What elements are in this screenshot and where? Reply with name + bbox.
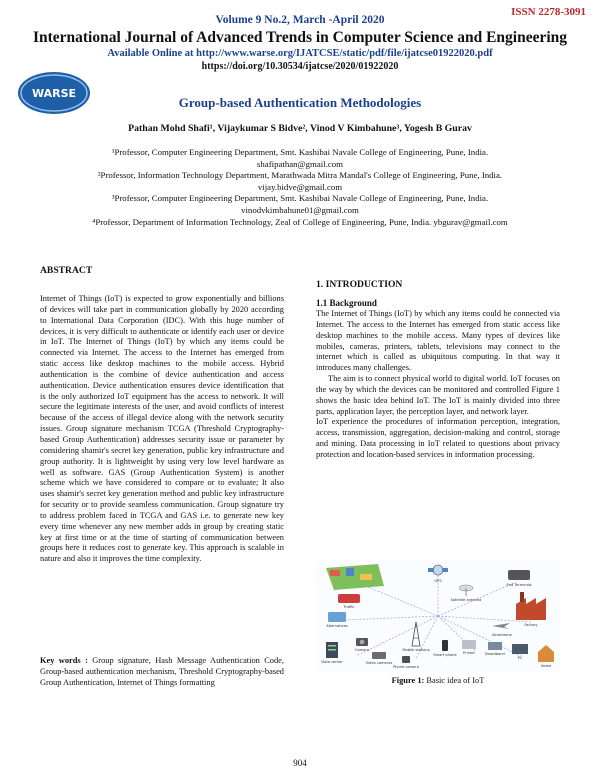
video-camera-icon: [372, 652, 386, 659]
phone-camera-icon: [402, 656, 410, 663]
background-subheading: 1.1 Background: [316, 298, 377, 308]
abstract-heading: ABSTRACT: [40, 265, 93, 276]
label-smart-phone: Smart phone: [433, 653, 457, 657]
label-pc: PC: [517, 656, 523, 660]
affiliation-2: ²Professor, Information Technology Department, Marathwada Mitra Mandal's College of Engineering, Pune, India. vijay.bidve@gmail.com: [97, 170, 503, 192]
issn-label: ISSN 2278-3091: [511, 6, 586, 18]
online-url[interactable]: Available Online at http://www.warse.org/IJATCSE/static/pdf/file/ijatcse01922020.pdf: [107, 48, 493, 59]
smart-phone-icon: [442, 640, 448, 651]
label-satellite-antenna: Satellite antenna: [450, 598, 482, 602]
figure-caption-text: Basic idea of IoT: [426, 676, 485, 685]
intro-paragraph-3: IoT experience the procedures of information perception, integration, access, transmission, aggregation, decision-making and control, storage and mining. Data processing in IoT related to questions about privacy protection and location-based services in information processing.: [316, 417, 560, 459]
traffic-car-icon: [338, 594, 360, 603]
gps-satellite-icon: [433, 565, 443, 575]
journal-title: International Journal of Advanced Trends in Computer Science and Engineering: [32, 29, 568, 46]
affiliation-4: ⁴Professor, Department of Information Technology, Zeal of College of Engineering, Pune, India. ybgurav@gmail.com: [92, 216, 508, 227]
label-end-terminals: End Terminals: [506, 583, 532, 587]
author-list: Pathan Mohd Shafi¹, Vijaykumar S Bidve², Vinod V Kimbahune³, Yogesh B Gurav: [128, 123, 472, 134]
intro-paragraph-1: The Internet of Things (IoT) by which any items could be connected via Internet. The access to the Internet has emerged from static access like desktop machines to the mobile access. Many types of devices like mobiles, cameras, printers, tablets, televisions may connect to the internet which is called as ubiquitous computing. In that way it introduces many challenges.: [316, 309, 560, 373]
printer-icon: [462, 640, 476, 649]
label-data-center: Data center: [321, 660, 343, 664]
label-video-cameras: Video cameras: [365, 661, 393, 665]
iot-figure: [316, 560, 560, 672]
label-mobile-stations: Mobile stations: [402, 648, 430, 652]
label-factory: Factory: [524, 623, 538, 627]
logo-text: WARSE: [31, 87, 77, 100]
page-number: 904: [293, 758, 307, 768]
volume-line: Volume 9 No.2, March -April 2020: [215, 14, 385, 26]
label-aerodrome: Aerodrome: [492, 633, 512, 637]
abstract-body: Internet of Things (IoT) is expected to grow exponentially and billions of devices will take part in communication globally by 2020 according to International Data Corporation (IDC). With this huge number of devices, it is very difficult to authenticate or identify each user or device in IoT. The Internet of Things (IoT) by which any items could be connected via Internet. The access to the Internet has emerged from static access like desktop machines to the mobile access. Hybrid authentication is the combine of device authentication and access authentication. Device authentication ensures device identification that is the only authorized IoT equipment has the access to network. It will secure the legitimate interests of the user, and avoid conflicts of interest because of the access of illegal device along with the network security issues. Group signature mechanism TCGA (Threshold Cryptography-based Group Authentication) addresses security issue or parameter by considering shamir's secret key generation, public key infrastructure and group authority. It is lightweight by using very low level hardware as well as software. GAS (Group Authentication System) is another scheme which we have considered to compare or to evaluate; It also uses shamir's secret key generation method and public key infrastructure for security or to provide seamless communication. Group signature try to address problem faced in TCGA and GAS i.e. to generate new key every time whenever any new member adds in group by creating static key at first time or at the time of starting of communication between groups here it reduces cost to generate key. This approach is scalable in nature and also it improves the time complexity.: [40, 294, 284, 564]
affiliation-3: ³Professor, Computer Engineering Department, Smt. Kashibai Navale College of Engineering, Pune, India. vinodvkimbahune01@gmail.com: [111, 193, 489, 215]
introduction-body: [316, 309, 560, 461]
label-phone-camera: Phone camera: [393, 665, 419, 669]
label-home: Home: [540, 664, 552, 668]
label-alternatives: Alternatives: [326, 624, 348, 628]
label-gps: GPS: [434, 579, 442, 583]
affiliation-1: ¹Professor, Computer Engineering Department, Smt. Kashibai Navale College of Engineering, Pune, India. shafipathan@gmail.com: [111, 147, 489, 169]
broadband-icon: [488, 642, 502, 650]
keywords-text: Group signature, Hash Message Authentication Code, Group-based authentication mechanism, Threshold Cryptography-based Group Authentication, Internet of Things formatting: [40, 656, 284, 687]
end-terminal-icon: [508, 570, 530, 580]
pc-icon: [512, 644, 528, 654]
affiliations: [70, 147, 530, 228]
introduction-heading: 1. INTRODUCTION: [316, 279, 403, 290]
figure-caption: [316, 676, 560, 685]
label-camera: Camera: [354, 648, 370, 652]
label-printer: Printer: [463, 651, 475, 655]
figure-caption-label: Figure 1:: [391, 676, 425, 685]
intro-paragraph-2: The aim is to connect physical world to digital world. IoT focuses on the way by which the devices can be monitored and controlled Figure 1 shows the basic idea behind IoT. The IoT is mainly divided into three parts, application layer, the perception layer, and network layer.: [316, 374, 560, 416]
label-broadband: Broadband: [485, 652, 505, 656]
alternatives-icon: [328, 612, 346, 622]
keywords-block: [40, 656, 284, 689]
paper-title: Group-based Authentication Methodologies: [178, 95, 422, 110]
keywords-label: Key words :: [40, 656, 88, 665]
doi-link[interactable]: https://doi.org/10.30534/ijatcse/2020/01922020: [201, 61, 399, 72]
label-traffic: Traffic: [343, 605, 355, 609]
city-map-icon: [326, 564, 384, 590]
